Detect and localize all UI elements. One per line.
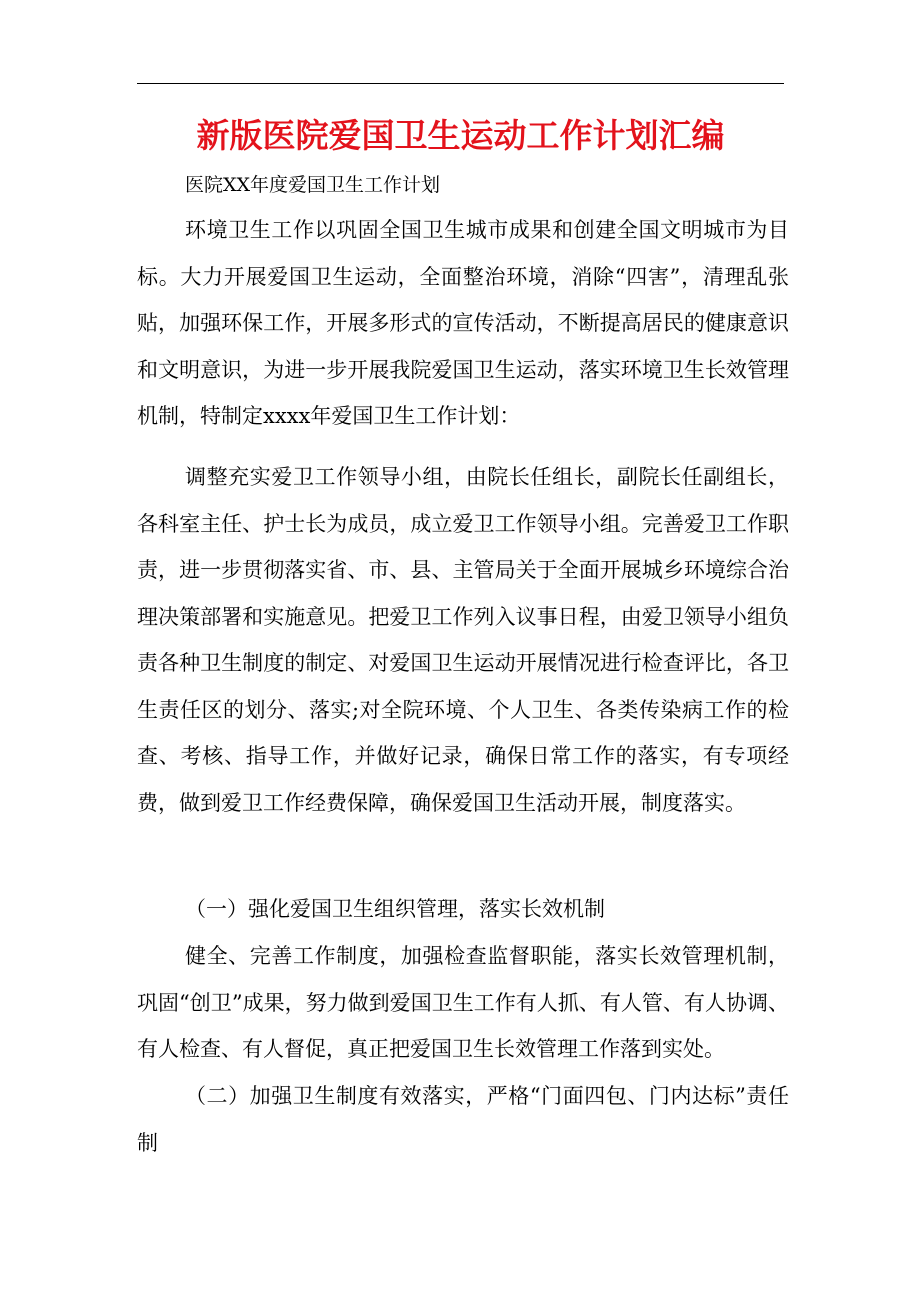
leadership-paragraph: 调整充实爱卫工作领导小组，由院长任组长，副院长任副组长，各科室主任、护士长为成员，成立爱卫工作领导小组。完善爱卫工作职责，进一步贯彻落实省、市、县、主管局关于全面开展城乡环境综合治理决策部署和实施意见。把爱卫工作列入议事日程，由爱卫领导小组负责各种卫生制度的制定、对爱国卫生运动开展情况进行检查评比，各卫生责任区的划分、落实;对全院环境、个人卫生、各类传染病工作的检查、考核、指导工作，并做好记录，确保日常工作的落实，有专项经费，做到爱卫工作经费保障，确保爱国卫生活动开展，制度落实。 xyxy=(137,465,789,815)
document-title: 新版医院爱国卫生运动工作计划汇编 xyxy=(196,116,725,155)
document-subtitle: 医院XX年度爱国卫生工作计划 xyxy=(185,174,441,196)
section-1-paragraph: 健全、完善工作制度，加强检查监督职能，落实长效管理机制，巩固“创卫”成果，努力做到爱国卫生工作有人抓、有人管、有人协调、有人检查、有人督促，真正把爱国卫生长效管理工作落到实处。 xyxy=(137,944,789,1061)
header-rule xyxy=(137,83,784,84)
section-1-heading: （一）强化爱国卫生组织管理，落实长效机制 xyxy=(185,897,605,921)
section-2-heading: （二）加强卫生制度有效落实，严格“门面四包、门内达标”责任制 xyxy=(137,1084,789,1155)
intro-paragraph: 环境卫生工作以巩固全国卫生城市成果和创建全国文明城市为目标。大力开展爱国卫生运动，全面整治环境，消除“四害”，清理乱张贴，加强环保工作，开展多形式的宣传活动，不断提高居民的健康意识和文明意识，为进一步开展我院爱国卫生运动，落实环境卫生长效管理机制，特制定xxxx年爱国卫生工作计划： xyxy=(137,218,789,428)
